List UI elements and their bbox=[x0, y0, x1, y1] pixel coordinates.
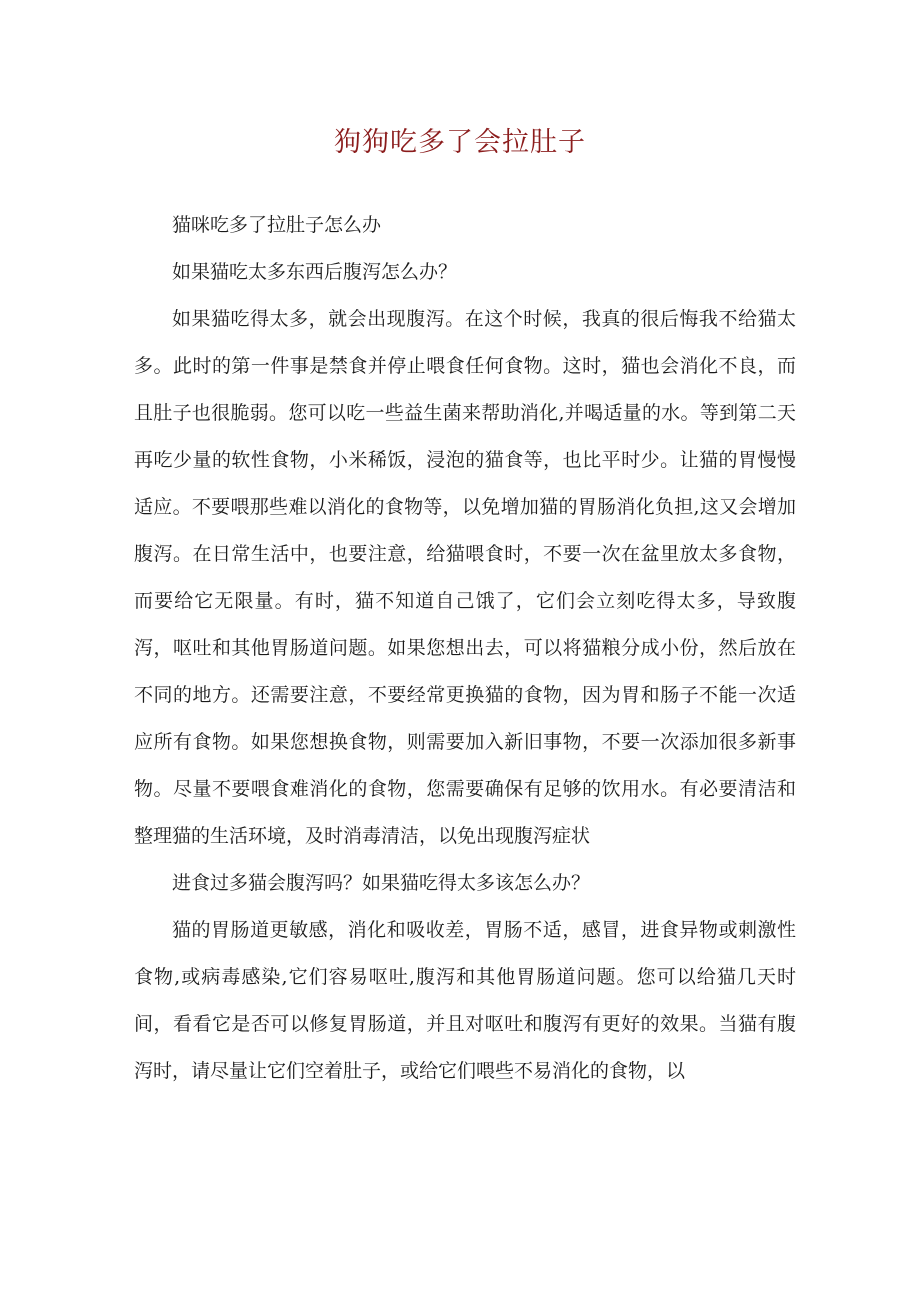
paragraph-question-diarrhea: 如果猫吃太多东西后腹泻怎么办？ bbox=[172, 261, 458, 283]
paragraph-heading-cat-overeating: 猫咪吃多了拉肚子怎么办 bbox=[172, 214, 382, 236]
paragraph-gut-sensitivity: 猫的胃肠道更敏感，消化和吸收差，胃肠不适，感冒，进食异物或刺激性食物,或病毒感染,它们容易呕吐,腹泻和其他胃肠道问题。您可以给猫几天时间，看看它是否可以修复胃肠道，并且对呕吐和腹泻有更好的效果。当猫有腹泻时，请尽量让它们空着肚子，或给它们喂些不易消化的食物，以 bbox=[134, 919, 796, 1082]
paragraph-advice-main: 如果猫吃得太多，就会出现腹泻。在这个时候，我真的很后悔我不给猫太多。此时的第一件事是禁食并停止喂食任何食物。这时，猫也会消化不良，而且肚子也很脆弱。您可以吃一些益生菌来帮助消化,并喝适量的水。等到第二天再吃少量的软性食物，小米稀饭，浸泡的猫食等，也比平时少。让猫的胃慢慢适应。不要喂那些难以消化的食物等，以免增加猫的胃肠消化负担,这又会增加腹泻。在日常生活中，也要注意，给猫喂食时，不要一次在盆里放太多食物，而要给它无限量。有时，猫不知道自己饿了，它们会立刻吃得太多，导致腹泻，呕吐和其他胃肠道问题。如果您想出去，可以将猫粮分成小份，然后放在不同的地方。还需要注意，不要经常更换猫的食物，因为胃和肠子不能一次适应所有食物。如果您想换食物，则需要加入新旧事物，不要一次添加很多新事物。尽量不要喂食难消化的食物，您需要确保有足够的饮用水。有必要清洁和整理猫的生活环境，及时消毒清洁，以免出现腹泻症状 bbox=[134, 308, 796, 847]
document-body bbox=[134, 202, 796, 1095]
document-title: 狗狗吃多了会拉肚子 bbox=[334, 127, 586, 158]
paragraph-question-overeating: 进食过多猫会腹泻吗？如果猫吃得太多该怎么办？ bbox=[172, 872, 591, 894]
